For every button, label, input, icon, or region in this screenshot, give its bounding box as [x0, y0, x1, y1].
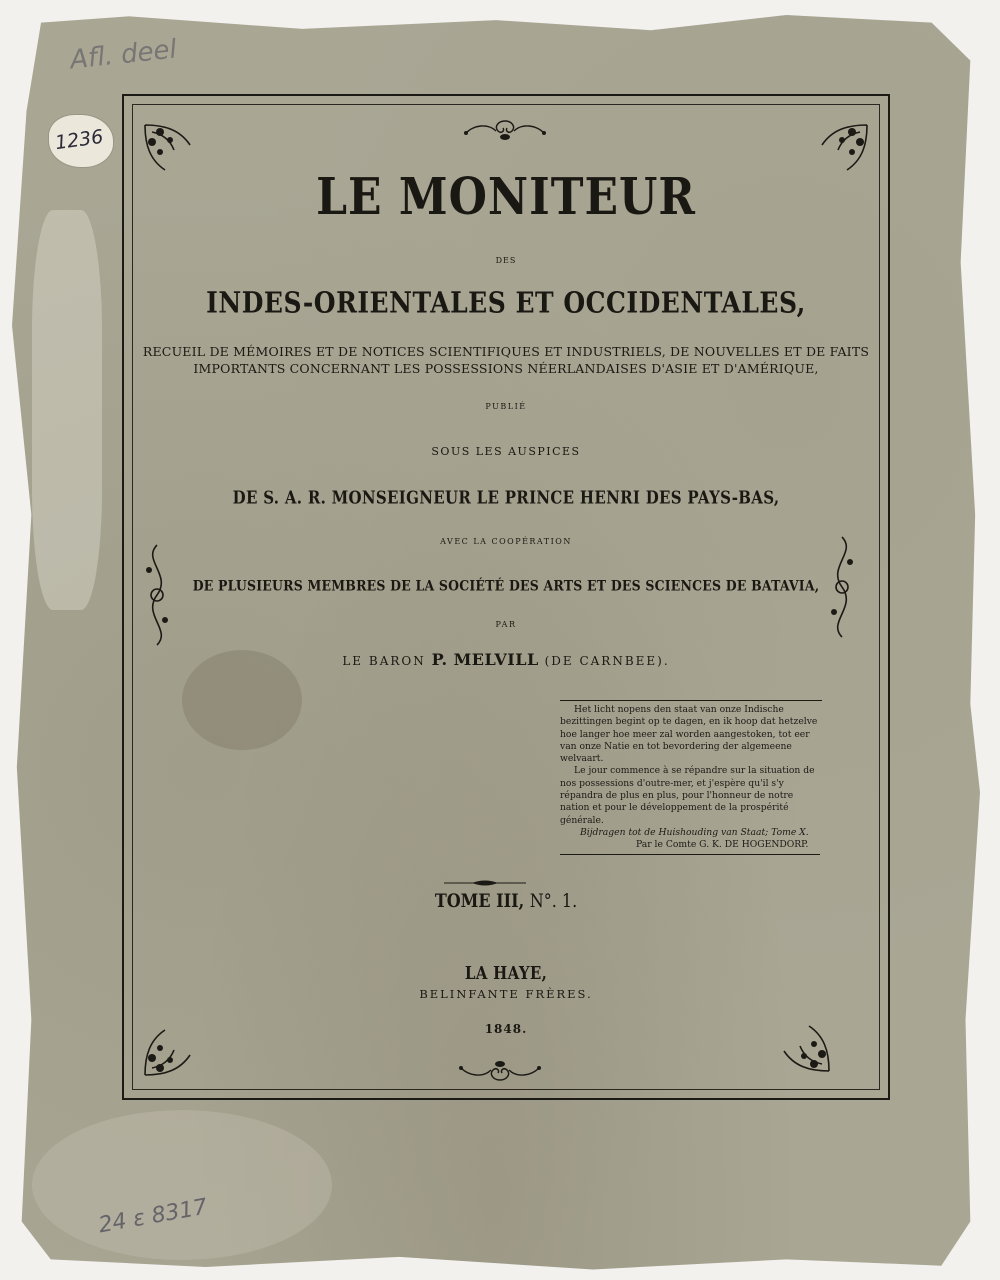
author-name: P. MELVILL [431, 650, 539, 669]
worn-corner [32, 1110, 332, 1260]
left-side-ornament [137, 540, 177, 650]
par-label: PAR [495, 620, 517, 629]
author-suffix: (DE CARNBEE). [544, 654, 670, 668]
epigraph-top-rule [560, 700, 822, 701]
worn-edge [32, 210, 102, 610]
auspices-label: SOUS LES AUSPICES [431, 445, 581, 458]
epigraph-bottom-rule [560, 854, 820, 855]
epigraph-source: Bijdragen tot de Huishouding van Staat; Tome X. [580, 826, 809, 838]
year: 1848. [484, 1022, 528, 1036]
tome-divider [442, 878, 528, 888]
cooperation-line: DE PLUSIEURS MEMBRES DE LA SOCIÉTÉ DES ARTS ET DES SCIENCES DE BATAVIA, [192, 576, 820, 595]
tome-line [122, 890, 890, 912]
tome-label: TOME III, [434, 889, 525, 912]
city: LA HAYE, [464, 962, 548, 984]
handwritten-note-top: Afl. deel [68, 34, 179, 76]
bottom-left-corner-ornament [140, 1010, 210, 1080]
author-prefix: LE BARON [342, 654, 426, 668]
author-line [122, 650, 890, 669]
publisher: BELINFANTE FRÈRES. [419, 987, 593, 1001]
epigraph [560, 700, 822, 855]
patron-line: DE S. A. R. MONSEIGNEUR LE PRINCE HENRI DES PAYS-BAS, [232, 487, 780, 509]
catalog-label [48, 114, 114, 168]
issue-number: N°. 1. [529, 889, 578, 912]
handwritten-shelfmark: 24 ε 8317 [96, 1194, 210, 1239]
page-title: LE MONITEUR [316, 168, 696, 227]
epigraph-dutch: Het licht nopens den staat van onze Indische bezittingen begint op te dagen, en ik hoop dat hetzelve hoe langer hoe meer zal worden aangestoken, tot eer van onze Natie en tot bevordering der algemeene welvaart. [560, 704, 818, 765]
epigraph-author: Par le Comte G. K. DE HOGENDORP. [636, 839, 809, 851]
bottom-right-corner-ornament [764, 1006, 834, 1076]
des-connector: DES [495, 256, 517, 265]
bottom-center-ornament [455, 1056, 545, 1084]
top-center-ornament [460, 117, 550, 145]
description-line-2: IMPORTANTS CONCERNANT LES POSSESSIONS NÉERLANDAISES D'ASIE ET D'AMÉRIQUE, [193, 361, 819, 376]
epigraph-french: Le jour commence à se répandre sur la situation de nos possessions d'outre-mer, et j'espère qu'il s'y répandra de plus en plus, pour l'honneur de notre nation et pour le développement de la prospérité générale. [560, 765, 815, 826]
publie-label: PUBLIÉ [485, 402, 527, 411]
description-line-1: RECUEIL DE MÉMOIRES ET DE NOTICES SCIENTIFIQUES ET INDUSTRIELS, DE NOUVELLES ET DE FAITS [142, 344, 870, 359]
page-subtitle: INDES-ORIENTALES ET OCCIDENTALES, [206, 285, 806, 320]
inner-frame [132, 104, 880, 1090]
cooperation-label: AVEC LA COOPÉRATION [440, 537, 572, 546]
catalog-number: 1236 [53, 125, 105, 155]
